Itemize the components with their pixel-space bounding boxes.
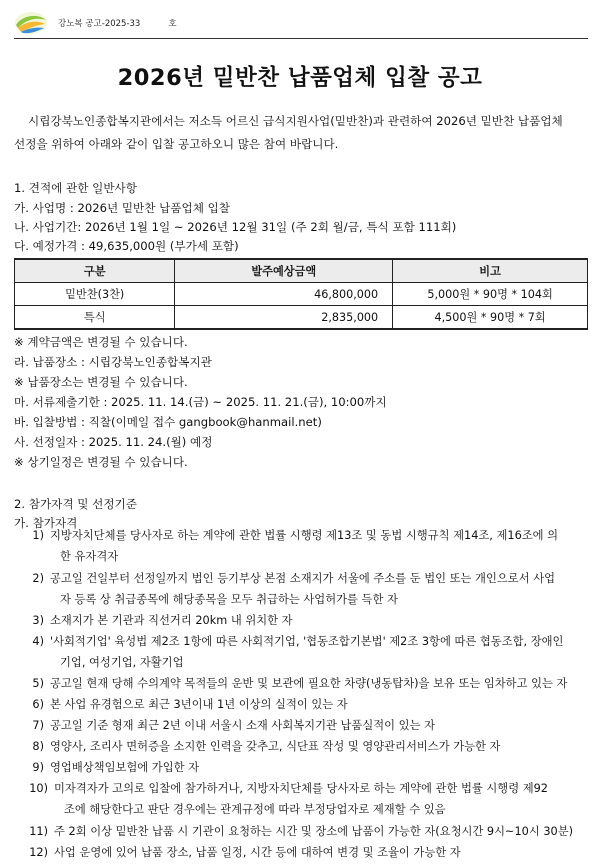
list-item-line: 공고일 기준 형재 최근 2년 이내 서울시 소재 사회복지기관 납품실적이 있는 자 [50,719,435,732]
business-name: 가. 사업명 : 2026년 밑반찬 납품업체 입찰 [14,201,231,215]
list-item-number: 9) [32,761,44,774]
business-period: 나. 사업기간: 2026년 1월 1일 ~ 2026년 12월 31일 (주 2회 월/금, 특식 포함 111회) [14,220,457,234]
document-number: 강노복 공고-2025-33 [58,19,141,29]
list-item-text [54,778,548,820]
list-item-text [50,631,563,673]
list-item-text [50,736,500,757]
list-item-text [54,821,573,842]
list-item-line: 조에 해당한다고 판단 경우에는 관계규정에 따라 부정당업자로 제재할 수 있음 [64,803,446,816]
list-item-number: 10) [29,782,48,795]
list-item-line: 영양사, 조리사 면허증을 소지한 인력을 갖추고, 식단표 작성 및 영양관리서비스가 가능한 자 [50,740,501,753]
list-item-number: 8) [32,740,44,753]
list-item [24,757,590,778]
qualification-heading: 가. 참가자격 [14,516,78,530]
list-item-line: 소재지가 본 기관과 직선거리 20km 내 위치한 자 [50,614,293,627]
list-item-number: 2) [32,572,44,585]
table-header-category: 구분 [15,259,175,283]
list-item [24,631,590,673]
section1-heading: 1. 견적에 관한 일반사항 [14,181,137,195]
list-item-text [50,757,199,778]
document-header [14,8,177,38]
list-item [24,568,590,610]
list-item-number: 4) [32,635,44,648]
list-item-text [50,715,435,736]
estimated-price: 다. 예정가격 : 49,635,000원 (부가세 포함) [14,239,239,253]
list-item [24,610,590,631]
list-item-number: 7) [32,719,44,732]
list-item [24,842,590,863]
table-header-note: 비고 [393,259,588,283]
list-item [24,525,590,567]
list-item-line: 자 등록 상 취급종목에 해당종목을 모두 취급하는 사업허가를 득한 자 [60,593,398,606]
submission-deadline: 마. 서류제출기한 : 2025. 11. 14.(금) ~ 2025. 11. 21.(금), 10:00까지 [14,395,387,409]
table-row [15,306,588,330]
organization-logo-icon [14,11,48,35]
list-item-line: 공고일 현재 당해 수의계약 목적들의 운반 및 보관에 필요한 차량(냉동탑차)을 보유 또는 임차하고 있는 자 [50,677,568,690]
table-cell-amount: 46,800,000 [175,283,393,306]
intro-line-1: 시립강북노인종합복지관에서는 저소득 어르신 급식지원사업(밑반찬)과 관련하여 2026년 밑반찬 납품업체 [28,114,563,128]
list-item-number: 6) [32,698,44,711]
bidding-method: 바. 입찰방법 : 직찰(이메일 접수 gangbook@hanmail.net) [14,415,322,429]
list-item-line: 영업배상책임보험에 가입한 자 [50,761,200,774]
list-item-number: 1) [32,529,44,542]
budget-table [14,258,588,330]
intro-line-2: 선정을 위하여 아래와 같이 입찰 공고하오니 많은 참여 바랍니다. [14,137,339,151]
note-schedule: ※ 상기일정은 변경될 수 있습니다. [14,455,188,469]
list-item-line: 한 유자격자 [60,550,119,563]
table-header-row [15,259,588,283]
list-item-number: 3) [32,614,44,627]
list-item-line: 지방자치단체를 당사자로 하는 계약에 관한 법률 시행령 제13조 및 동법 시행규칙 제14조, 제16조에 의 [50,529,559,542]
page-title: 2026년 밑반찬 납품업체 입찰 공고 [117,65,483,91]
list-item-line: '사회적기업' 육성법 제2조 1항에 따른 사회적기업, '협동조합기본법' 제2조 3항에 따른 협동조합, 장애인 [50,635,564,648]
list-item-line: 주 2회 이상 밑반찬 납품 시 기관이 요청하는 시간 및 장소에 납품이 가능한 자(요청시간 9시~10시 30분) [54,825,574,838]
table-cell-category: 밑반찬(3찬) [15,283,175,306]
note-contract-amount: ※ 계약금액은 변경될 수 있습니다. [14,335,188,349]
table-cell-category: 특식 [15,306,175,330]
list-item [24,736,590,757]
list-item-line: 공고일 건일부터 선정일까지 법인 등기부상 본점 소재지가 서울에 주소를 둔 법인 또는 개인으로서 사업 [50,572,556,585]
list-item-text [50,694,348,715]
section2-heading: 2. 참가자격 및 선정기준 [14,497,137,511]
list-item [24,694,590,715]
delivery-place: 라. 납품장소 : 시립강북노인종합복지관 [14,355,212,369]
list-item-text [50,673,567,694]
list-item-number: 11) [29,825,48,838]
list-item-text [50,610,293,631]
list-item [24,821,590,842]
list-item [24,778,590,820]
list-item-line: 미자격자가 고의로 입찰에 참가하거나, 지방자치단체를 당사자로 하는 계약에 관한 법률 시행령 제92 [54,782,548,795]
selection-date: 사. 선정일자 : 2025. 11. 24.(월) 예정 [14,435,213,449]
list-item-line: 기업, 여성기업, 자활기업 [60,656,184,669]
list-item-line: 사업 운영에 있어 납품 장소, 납품 일정, 시간 등에 대하여 변경 및 조율이 가능한 자 [54,846,461,859]
document-number-suffix: 호 [168,19,177,29]
list-item [24,673,590,694]
list-item-number: 5) [32,677,44,690]
list-item-text [50,525,558,567]
table-cell-note: 5,000원 * 90명 * 104회 [393,283,588,306]
list-item-number: 12) [29,846,48,859]
table-cell-amount: 2,835,000 [175,306,393,330]
header-rule [14,38,588,39]
list-item-line: 본 사업 유경험으로 최근 3년이내 1년 이상의 실적이 있는 자 [50,698,348,711]
list-item-text [50,568,555,610]
list-item [24,715,590,736]
table-header-amount: 발주예상금액 [175,259,393,283]
note-delivery-place: ※ 납품장소는 변경될 수 있습니다. [14,375,188,389]
intro-paragraph [14,110,588,156]
list-item-text [54,842,461,863]
table-row [15,283,588,306]
table-cell-note: 4,500원 * 90명 * 7회 [393,306,588,330]
